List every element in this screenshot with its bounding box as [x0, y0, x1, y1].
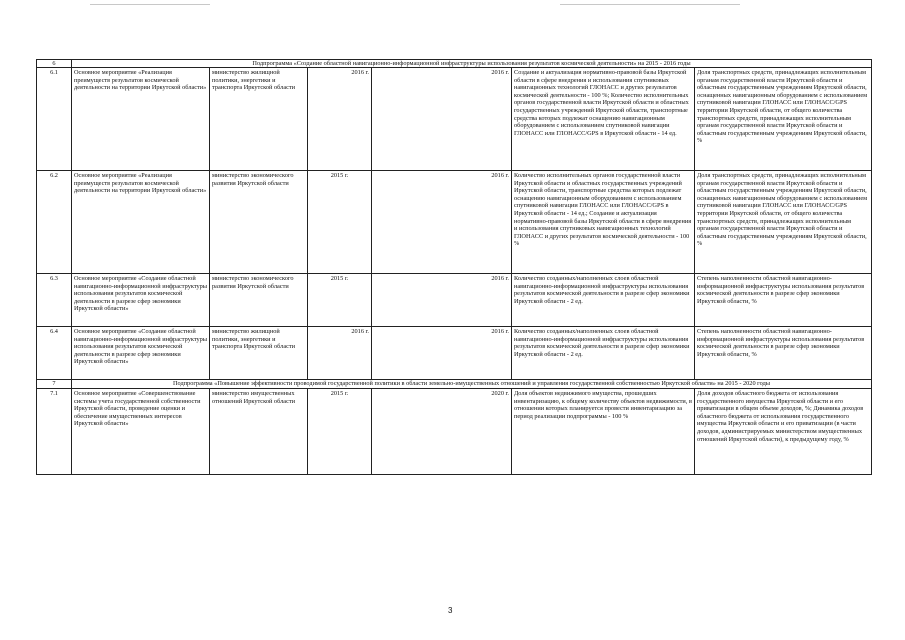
- row-number: 7.1: [37, 389, 72, 475]
- target-indicator: Доля транспортных средств, принадлежащих исполнительным органам государственной власти Иркутской области и областным государственным учреждениям Иркутской области, оснащенных навигационным оборудованием с использованием спутниковой навигации ГЛОНАСС или ГЛОНАСС/GPS территории Иркутской области, от общего количества транспортных средств, принадлежащих исполнительным органам государственной власти Иркутской области и областным государственным учреждениям Иркутской области, %: [695, 68, 872, 171]
- measure-row: [37, 68, 872, 171]
- measure-row: [37, 327, 872, 380]
- scan-artifact-line: [90, 4, 210, 5]
- expected-result: Количество созданных/наполненных слоев областной навигационно-информационной инфраструктуры использования результатов космической деятельности в разрезе сфер экономики Иркутской области - 2 ед.: [512, 274, 695, 327]
- measure-name: Основное мероприятие «Создание областной навигационно-информационной инфраструктуры использования результатов космической деятельности в разрезе сфер экономики Иркутской области»: [72, 274, 210, 327]
- measure-row: [37, 389, 872, 475]
- measure-row: [37, 171, 872, 274]
- end-year: 2016 г.: [372, 327, 512, 380]
- expected-result: Количество созданных/наполненных слоев областной навигационно-информационной инфраструктуры использования результатов космической деятельности в разрезе сфер экономики Иркутской области - 2 ед.: [512, 327, 695, 380]
- target-indicator: Степень наполненности областной навигационно-информационной инфраструктуры использования результатов космической деятельности в разрезе сфер экономики Иркутской области, %: [695, 327, 872, 380]
- program-measures-table: [36, 59, 872, 475]
- start-year: 2015 г.: [308, 274, 372, 327]
- row-number: 6.2: [37, 171, 72, 274]
- responsible-executor: министерство имущественных отношений Иркутской области: [210, 389, 308, 475]
- subprogram-row: [37, 380, 872, 389]
- responsible-executor: министерство жилищной политики, энергетики и транспорта Иркутской области: [210, 68, 308, 171]
- expected-result: Количество исполнительных органов государственной власти Иркутской области и областных государственных учреждений Иркутской области, транспортные средства которых подлежат оснащению навигационным оборудованием с использованием спутниковой навигации ГЛОНАСС или ГЛОНАСС/GPS в Иркутской области - 14 ед.; Создание и актуализация нормативно-правовой базы Иркутской области в сфере внедрения и использования спутниковых навигационных технологий ГЛОНАСС и других результатов космической деятельности - 100 %: [512, 171, 695, 274]
- measure-row: [37, 274, 872, 327]
- expected-result: Создание и актуализация нормативно-правовой базы Иркутской области в сфере внедрения и использования спутниковых навигационных технологий ГЛОНАСС и других результатов космической деятельности - 100 %; Количество исполнительных органов государственной власти Иркутской области и областных государственных учреждений Иркутской области, транспортные средства которых подлежат оснащению навигационным оборудованием с использованием спутниковой навигации ГЛОНАСС или ГЛОНАСС/GPS в Иркутской области - 14 ед.: [512, 68, 695, 171]
- start-year: 2015 г.: [308, 171, 372, 274]
- target-indicator: Доля доходов областного бюджета от использования государственного имущества Иркутской области и его приватизации в общем объеме доходов, %; Динамика доходов областного бюджета от использования государственного имущества Иркутской области и его приватизации (в части доходов, администрируемых министерством имущественных отношений Иркутской области), к предыдущему году, %: [695, 389, 872, 475]
- page-number: 3: [448, 606, 453, 615]
- row-number: 6.3: [37, 274, 72, 327]
- target-indicator: Доля транспортных средств, принадлежащих исполнительным органам государственной власти Иркутской области и областным государственным учреждениям Иркутской области, оснащенных навигационным оборудованием с использованием спутниковой навигации ГЛОНАСС или ГЛОНАСС/GPS территории Иркутской области, от общего количества транспортных средств, принадлежащих исполнительным органам государственной власти Иркутской области и областным государственным учреждениям Иркутской области, %: [695, 171, 872, 274]
- target-indicator: Степень наполненности областной навигационно-информационной инфраструктуры использования результатов космической деятельности в разрезе сфер экономики Иркутской области, %: [695, 274, 872, 327]
- start-year: 2016 г.: [308, 68, 372, 171]
- responsible-executor: министерство жилищной политики, энергетики и транспорта Иркутской области: [210, 327, 308, 380]
- measure-name: Основное мероприятие «Реализация преимуществ результатов космической деятельности на территории Иркутской области»: [72, 171, 210, 274]
- row-number: 6.4: [37, 327, 72, 380]
- expected-result: Доля объектов недвижимого имущества, прошедших инвентаризацию, к общему количеству объектов недвижимости, в отношении которых планируется провести инвентаризацию за период реализации подпрограммы - 100 %: [512, 389, 695, 475]
- subprogram-title: Подпрограмма «Создание областной навигационно-информационной инфраструктуры использования результатов космической деятельности» на 2015 - 2016 годы: [72, 60, 872, 68]
- scan-artifact-line: [560, 4, 740, 5]
- start-year: 2015 г.: [308, 389, 372, 475]
- subprogram-row: [37, 60, 872, 68]
- end-year: 2016 г.: [372, 68, 512, 171]
- row-number: 6.1: [37, 68, 72, 171]
- responsible-executor: министерство экономического развития Иркутской области: [210, 171, 308, 274]
- end-year: 2016 г.: [372, 171, 512, 274]
- start-year: 2016 г.: [308, 327, 372, 380]
- end-year: 2016 г.: [372, 274, 512, 327]
- row-number: 6: [37, 60, 72, 68]
- subprogram-title: Подпрограмма «Повышение эффективности проводимой государственной политики в области земельно-имущественных отношений и управления государственной собственностью Иркутской области» на 2015 - 2020 годы: [72, 380, 872, 389]
- end-year: 2020 г.: [372, 389, 512, 475]
- measure-name: Основное мероприятие «Создание областной навигационно-информационной инфраструктуры использования результатов космической деятельности в разрезе сфер экономики Иркутской области»: [72, 327, 210, 380]
- measure-name: Основное мероприятие «Реализация преимуществ результатов космической деятельности на территории Иркутской области»: [72, 68, 210, 171]
- measure-name: Основное мероприятие «Совершенствование системы учета государственной собственности Иркутской области, проведение оценки и обеспечение имущественных интересов Иркутской области»: [72, 389, 210, 475]
- responsible-executor: министерство экономического развития Иркутской области: [210, 274, 308, 327]
- row-number: 7: [37, 380, 72, 389]
